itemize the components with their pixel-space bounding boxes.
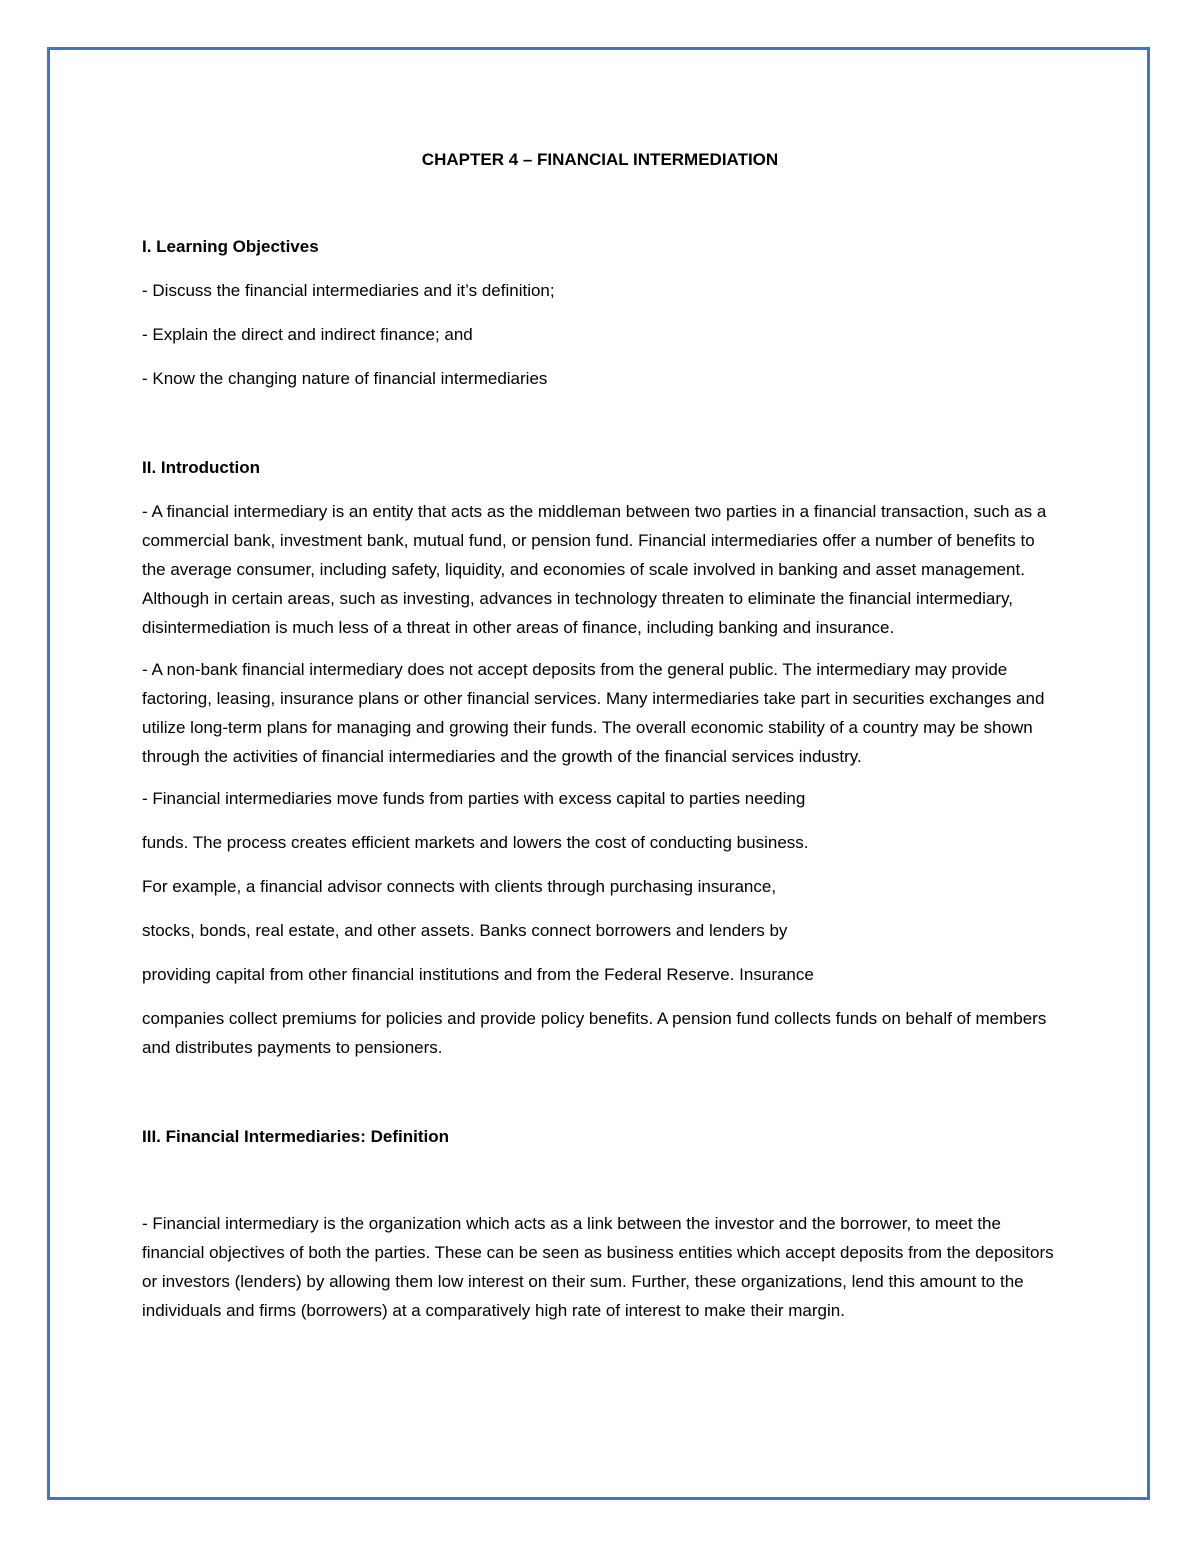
intro-paragraph: funds. The process creates efficient markets and lowers the cost of conducting business. [142, 833, 809, 852]
section-heading-introduction: II. Introduction [142, 458, 261, 477]
objective-item: - Explain the direct and indirect finance; and [142, 325, 473, 344]
intro-paragraph: stocks, bonds, real estate, and other assets. Banks connect borrowers and lenders by [142, 921, 788, 940]
section-heading-learning-objectives: I. Learning Objectives [142, 237, 319, 256]
spacer [142, 174, 1062, 232]
intro-paragraph: - A financial intermediary is an entity that acts as the middleman between two parties in a financial transaction, such as a commercial bank, investment bank, mutual fund, or pension fund. Financial intermediaries offer a number of benefits to the average consumer, including safety, liquidity, and economies of scale involved in banking and asset management. Although in certain areas, such as investing, advances in technology threaten to eliminate the financial intermediary, disintermediation is much less of a threat in other areas of finance, including banking and insurance. [142, 502, 1047, 637]
intro-paragraph: - A non-bank financial intermediary does not accept deposits from the general public. The intermediary may provide factoring, leasing, insurance plans or other financial services. Many intermediaries take part in securities exchanges and utilize long-term plans for managing and growing their funds. The overall economic stability of a country may be shown through the activities of financial intermediaries and the growth of the financial services industry. [142, 660, 1045, 766]
definition-paragraph: - Financial intermediary is the organization which acts as a link between the investor and the borrower, to meet the financial objectives of both the parties. These can be seen as business entities which accept deposits from the depositors or investors (lenders) by allowing them low interest on their sum. Further, these organizations, lend this amount to the individuals and firms (borrowers) at a comparatively high rate of interest to make their margin. [142, 1214, 1054, 1320]
document-body [142, 145, 1062, 1325]
document-title: CHAPTER 4 – FINANCIAL INTERMEDIATION [421, 150, 779, 169]
intro-paragraph: For example, a financial advisor connects with clients through purchasing insurance, [142, 877, 777, 896]
intro-paragraph: providing capital from other financial institutions and from the Federal Reserve. Insurance [142, 965, 814, 984]
intro-paragraph: - Financial intermediaries move funds from parties with excess capital to parties needing [142, 789, 806, 808]
objective-item: - Know the changing nature of financial intermediaries [142, 369, 548, 388]
section-heading-definition: III. Financial Intermediaries: Definition [142, 1127, 450, 1146]
objective-item: - Discuss the financial intermediaries and it’s definition; [142, 281, 555, 300]
intro-paragraph: companies collect premiums for policies and provide policy benefits. A pension fund collects funds on behalf of members and distributes payments to pensioners. [142, 1009, 1047, 1057]
